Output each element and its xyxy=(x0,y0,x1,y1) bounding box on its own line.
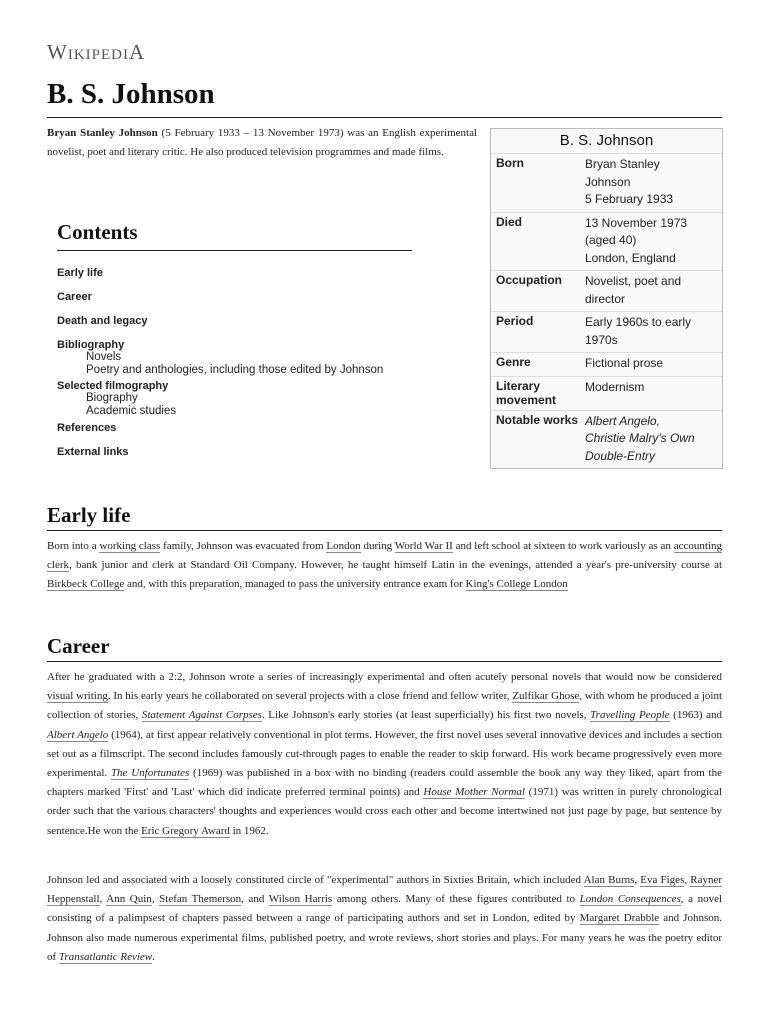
link-accounting-clerk[interactable]: accounting clerk xyxy=(47,540,722,572)
toc-item[interactable]: Early life xyxy=(57,267,103,279)
text-run: family, Johnson was evacuated from xyxy=(160,540,327,552)
text-run: . In his early years he collaborated on several projects with a close friend and fellow writer, xyxy=(107,690,513,703)
link-rayner-heppenstall[interactable]: Rayner Heppenstall xyxy=(47,874,723,906)
link-working-class[interactable]: working class xyxy=(99,540,161,552)
text-run: during xyxy=(360,540,395,552)
infobox-value-line: director xyxy=(585,291,626,306)
toc-title: Contents xyxy=(57,220,138,244)
toc-item[interactable]: Academic studies xyxy=(86,405,177,417)
text-run: in 1962. xyxy=(229,824,269,837)
text-run: among others. Many of these figures contributed to xyxy=(332,893,580,906)
infobox-value-line: London, England xyxy=(585,250,676,265)
infobox-value-line: 13 November 1973 xyxy=(585,215,688,230)
infobox-row xyxy=(491,410,722,469)
toc-item[interactable]: Bibliography xyxy=(57,339,125,351)
link-kings-college-london[interactable]: King's College London xyxy=(465,578,568,591)
text-run: Born into a xyxy=(47,540,100,552)
text-run: (1964), at first appear relatively conventional in plot terms. However, the first novel uses several innovative devices and includes a section set out as a filmscript. The second includes famously cut-through pages to enable the reader to skip forward. His work became progressively even more experimental. xyxy=(47,728,722,780)
infobox-row xyxy=(491,376,722,410)
text-run: and left school at sixteen to work variously as an xyxy=(452,540,674,552)
infobox-value xyxy=(585,379,722,407)
toc-item[interactable]: Biography xyxy=(86,392,138,404)
lead-bold-name: Bryan Stanley Johnson xyxy=(47,127,158,139)
wordmark-smallcaps: IKIPEDI xyxy=(67,47,129,63)
infobox-value-line: Double-Entry xyxy=(585,448,656,463)
wordmark-initial: W xyxy=(47,40,68,64)
infobox-value-line: Bryan Stanley xyxy=(585,157,660,171)
infobox-key: Genre xyxy=(496,355,531,369)
link-london[interactable]: London xyxy=(326,540,361,552)
toc-item[interactable]: References xyxy=(57,422,117,434)
infobox-value xyxy=(585,413,722,466)
link-wilson-harris[interactable]: Wilson Harris xyxy=(268,893,333,906)
infobox-title: B. S. Johnson xyxy=(559,132,654,149)
infobox xyxy=(490,128,723,469)
infobox-value-line: 1970s xyxy=(585,332,618,347)
text-run: . xyxy=(152,950,155,963)
infobox-value-line: Fictional prose xyxy=(585,356,664,370)
link-london-consequences[interactable]: London Consequences xyxy=(579,893,681,906)
text-run: , and xyxy=(241,893,269,906)
title-divider xyxy=(47,117,722,118)
infobox-value xyxy=(585,314,722,349)
text-run: . Like Johnson's early stories (at least superficially) his first two novels, xyxy=(261,709,591,722)
infobox-row xyxy=(491,270,722,311)
toc-item[interactable]: External links xyxy=(57,446,129,458)
infobox-key: Born xyxy=(496,156,524,170)
infobox-row xyxy=(491,311,722,352)
link-alan-burns[interactable]: Alan Burns xyxy=(583,874,635,886)
infobox-value-line: Christie Malry's Own xyxy=(585,431,695,445)
infobox-row xyxy=(491,212,722,271)
text-run: and Johnson. Johnson also made numerous experimental films, published poetry, and wrote reviews, short stories and plays. For many years he was the poetry editor of xyxy=(47,912,722,963)
infobox-key: Occupation xyxy=(496,273,563,287)
link-statement-against-corpses[interactable]: Statement Against Corpses xyxy=(141,709,262,722)
link-world-war-ii[interactable]: World War II xyxy=(394,540,453,552)
toc-divider xyxy=(57,250,412,251)
text-run: , xyxy=(99,893,107,906)
infobox-value-line: Albert Angelo, xyxy=(585,413,660,428)
infobox-value-line: Early 1960s to early xyxy=(585,315,692,329)
wordmark-final: A xyxy=(128,40,146,64)
link-ann-quin[interactable]: Ann Quin xyxy=(106,893,152,906)
toc-item[interactable]: Selected filmography xyxy=(57,380,169,392)
text-run: , xyxy=(151,893,160,906)
lead-paragraph xyxy=(47,124,477,162)
infobox-value-line: Modernism xyxy=(585,379,645,394)
career-paragraph-1 xyxy=(47,668,722,841)
infobox-row xyxy=(491,153,722,212)
link-visual-writing[interactable]: visual writing xyxy=(47,690,108,703)
section-heading-career: Career xyxy=(47,634,110,658)
text-run: , xyxy=(634,874,641,886)
toc-item[interactable]: Death and legacy xyxy=(57,315,148,327)
link-travelling-people[interactable]: Travelling People xyxy=(590,709,670,722)
text-run: Johnson led and associated with a loosely constituted circle of "experimental" authors in Sixties Britain, which included xyxy=(47,874,584,886)
career-paragraph-2 xyxy=(47,871,722,967)
link-eric-gregory-award[interactable]: Eric Gregory Award xyxy=(141,824,230,837)
section-heading-early-life: Early life xyxy=(47,503,131,527)
toc-item[interactable]: Novels xyxy=(86,351,122,363)
text-run: (1963) and xyxy=(669,709,722,722)
text-run: After he graduated with a 2:2, Johnson wrote a series of increasingly experimental and often acutely personal novels that would now be considered xyxy=(47,671,722,683)
text-run: (1971) was written in purely chronological order such that the various characters' thoughts and experiences would cross each other and become intertwined not just page by page, but sentence by sentence.He won the xyxy=(47,786,723,837)
section-divider xyxy=(47,661,722,662)
page-title: B. S. Johnson xyxy=(47,78,215,110)
infobox-row xyxy=(491,352,722,376)
infobox-value xyxy=(585,215,722,268)
link-zulfikar-ghose[interactable]: Zulfikar Ghose xyxy=(512,690,580,703)
text-run: , bank junior and clerk at Standard Oil Company. However, he taught himself Latin in the evenings, attended a year's pre-university course at xyxy=(68,559,722,572)
toc-item[interactable]: Poetry and anthologies, including those edited by Johnson xyxy=(86,364,384,376)
infobox-value xyxy=(585,273,722,308)
text-run: , a novel consisting of a palimpsest of chapters passed between a range of participating authors and set in London, edited by xyxy=(47,893,723,925)
link-stefan-themerson[interactable]: Stefan Themerson xyxy=(159,893,242,906)
toc-item[interactable]: Career xyxy=(57,291,92,303)
link-margaret-drabble[interactable]: Margaret Drabble xyxy=(579,912,660,925)
infobox-value-line: Johnson xyxy=(585,174,631,189)
text-run: and, with this preparation, managed to pass the university entrance exam for xyxy=(124,578,466,591)
lead-text: (5 February 1933 – 13 November 1973) was an English experimental novelist, poet and literary critic. He also produced television programmes and made films. xyxy=(47,127,478,158)
link-albert-angelo[interactable]: Albert Angelo xyxy=(47,728,109,741)
infobox-value-line: (aged 40) xyxy=(585,233,637,247)
text-run: , with whom he produced a joint collection of stories, xyxy=(47,690,722,722)
link-the-unfortunates[interactable]: The Unfortunates xyxy=(110,767,190,780)
infobox-value-line: Novelist, poet and xyxy=(585,274,682,288)
infobox-key: Period xyxy=(496,314,534,328)
infobox-key: Literary movement xyxy=(496,378,557,407)
wikipedia-wordmark[interactable] xyxy=(47,40,145,65)
toc-list xyxy=(57,267,417,458)
table-of-contents xyxy=(57,220,417,458)
infobox-value xyxy=(585,355,722,373)
link-house-mother-normal[interactable]: House Mother Normal xyxy=(423,786,525,799)
infobox-value-line: 5 February 1933 xyxy=(585,192,674,206)
early-life-paragraph xyxy=(47,537,722,595)
text-run: , xyxy=(684,874,691,886)
infobox-value xyxy=(585,156,722,209)
infobox-key: Died xyxy=(496,214,523,229)
infobox-key: Notable works xyxy=(496,412,579,427)
text-run: (1969) was published in a box with no binding (readers could assemble the book any way they liked, apart from the chapters marked 'First' and 'Last' which did indicate preferred terminal points) and xyxy=(47,767,722,799)
link-birkbeck-college[interactable]: Birkbeck College xyxy=(47,578,125,591)
section-divider xyxy=(47,530,722,531)
link-transatlantic-review[interactable]: Transatlantic Review xyxy=(58,950,153,963)
link-eva-figes[interactable]: Eva Figes xyxy=(640,874,685,886)
